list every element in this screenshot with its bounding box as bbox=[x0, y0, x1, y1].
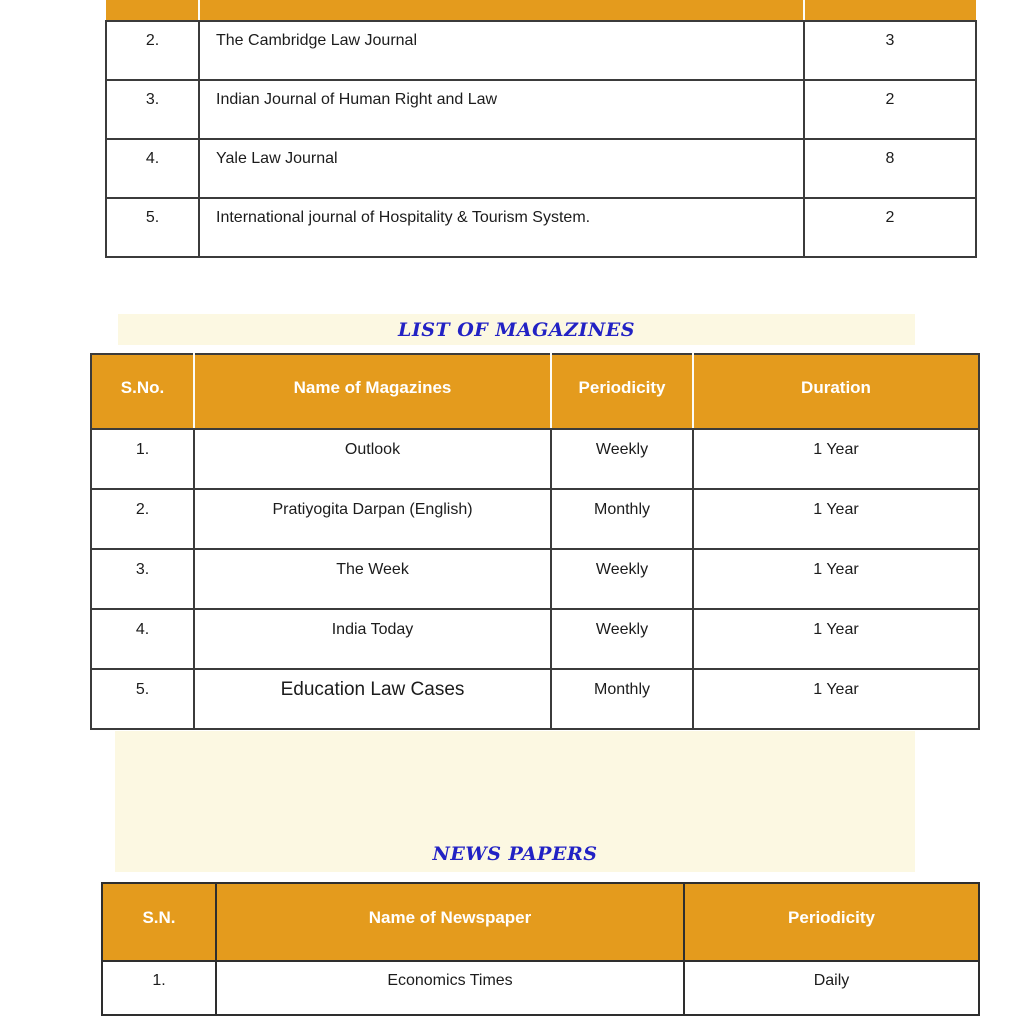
table-row bbox=[106, 139, 976, 198]
journal-name: Indian Journal of Human Right and Law bbox=[199, 80, 804, 139]
magazines-header-row bbox=[91, 354, 979, 429]
newspaper-name: Economics Times bbox=[216, 961, 684, 1015]
journals-header-row-cropped bbox=[106, 0, 976, 21]
journals-header-name bbox=[199, 0, 804, 21]
magazine-name: The Week bbox=[194, 549, 551, 609]
magazine-periodicity: Monthly bbox=[551, 489, 693, 549]
magazines-header-name: Name of Magazines bbox=[194, 354, 551, 429]
journal-count: 2 bbox=[804, 80, 976, 139]
magazine-sn: 1. bbox=[91, 429, 194, 489]
magazine-duration: 1 Year bbox=[693, 429, 979, 489]
magazine-sn: 3. bbox=[91, 549, 194, 609]
magazine-periodicity: Weekly bbox=[551, 429, 693, 489]
table-row bbox=[106, 198, 976, 257]
magazine-duration: 1 Year bbox=[693, 669, 979, 729]
table-row bbox=[91, 609, 979, 669]
table-row bbox=[91, 549, 979, 609]
magazine-name: Outlook bbox=[194, 429, 551, 489]
journal-name: Yale Law Journal bbox=[199, 139, 804, 198]
table-row bbox=[91, 429, 979, 489]
magazines-table bbox=[90, 353, 980, 730]
table-row bbox=[106, 80, 976, 139]
magazine-name: Education Law Cases bbox=[194, 669, 551, 729]
journal-name: International journal of Hospitality & Tourism System. bbox=[199, 198, 804, 257]
magazine-sn: 5. bbox=[91, 669, 194, 729]
magazine-duration: 1 Year bbox=[693, 609, 979, 669]
table-row bbox=[106, 21, 976, 80]
magazines-heading: LIST OF MAGAZINES bbox=[398, 318, 635, 341]
magazine-duration: 1 Year bbox=[693, 489, 979, 549]
newspapers-table bbox=[101, 882, 980, 1016]
newspapers-header-sn: S.N. bbox=[102, 883, 216, 961]
magazines-header-duration: Duration bbox=[693, 354, 979, 429]
newspapers-header-name: Name of Newspaper bbox=[216, 883, 684, 961]
magazine-duration: 1 Year bbox=[693, 549, 979, 609]
journals-header-sn bbox=[106, 0, 199, 21]
journal-count: 8 bbox=[804, 139, 976, 198]
magazine-name: India Today bbox=[194, 609, 551, 669]
journal-sn: 5. bbox=[106, 198, 199, 257]
newspapers-header-row bbox=[102, 883, 979, 961]
magazine-periodicity: Monthly bbox=[551, 669, 693, 729]
newspapers-heading-band bbox=[115, 731, 915, 872]
magazines-header-periodicity: Periodicity bbox=[551, 354, 693, 429]
newspaper-periodicity: Daily bbox=[684, 961, 979, 1015]
journal-sn: 4. bbox=[106, 139, 199, 198]
newspapers-header-periodicity: Periodicity bbox=[684, 883, 979, 961]
newspaper-sn: 1. bbox=[102, 961, 216, 1015]
magazine-name: Pratiyogita Darpan (English) bbox=[194, 489, 551, 549]
journal-count: 3 bbox=[804, 21, 976, 80]
magazines-header-sn: S.No. bbox=[91, 354, 194, 429]
journal-count: 2 bbox=[804, 198, 976, 257]
magazine-periodicity: Weekly bbox=[551, 609, 693, 669]
journal-name: The Cambridge Law Journal bbox=[199, 21, 804, 80]
journal-sn: 3. bbox=[106, 80, 199, 139]
table-row bbox=[91, 489, 979, 549]
table-row bbox=[91, 669, 979, 729]
magazine-sn: 2. bbox=[91, 489, 194, 549]
newspapers-heading: NEWS PAPERS bbox=[432, 843, 598, 865]
journal-sn: 2. bbox=[106, 21, 199, 80]
table-row bbox=[102, 961, 979, 1015]
magazine-sn: 4. bbox=[91, 609, 194, 669]
magazine-periodicity: Weekly bbox=[551, 549, 693, 609]
journals-table bbox=[105, 0, 977, 258]
magazines-heading-band bbox=[118, 314, 915, 345]
journals-header-count bbox=[804, 0, 976, 21]
